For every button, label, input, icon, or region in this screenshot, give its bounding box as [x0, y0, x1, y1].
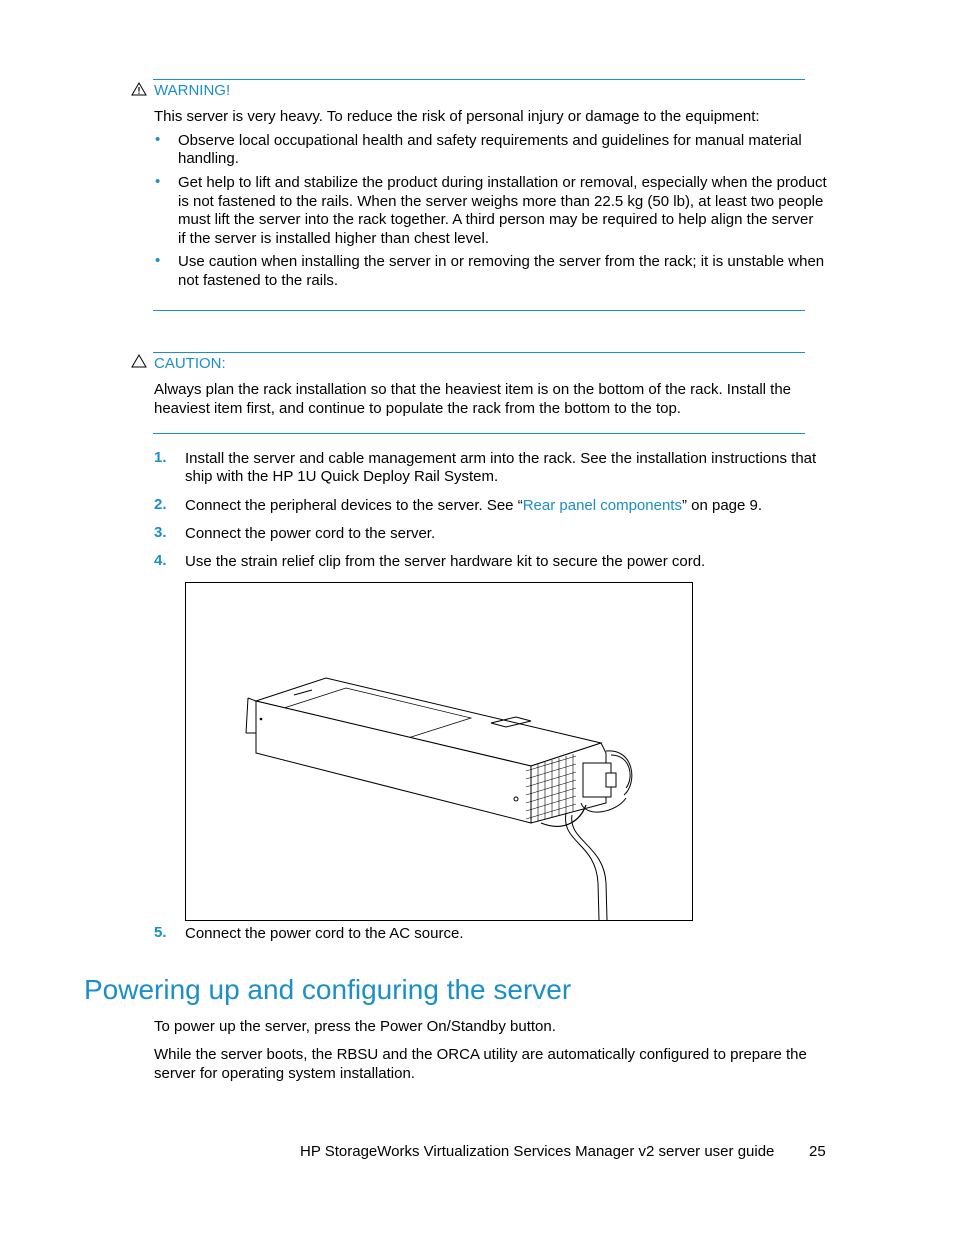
- step-2-post: ” on page 9.: [681, 497, 763, 514]
- warning-label: WARNING!: [154, 82, 231, 99]
- warning-bullet-2-line-1: Get help to lift and stabilize the product during installation or removal, especially when the product: [178, 174, 827, 191]
- step-2-number: 2.: [154, 496, 167, 513]
- caution-triangle-icon: [131, 354, 147, 368]
- warning-bullet-2-line-2: is not fastened to the rails. When the server weighs more than 22.5 kg (50 lb), at least two people: [178, 193, 824, 210]
- bullet-marker: •: [155, 252, 161, 269]
- caution-line-1: Always plan the rack installation so that the heaviest item is on the bottom of the rack. Install the: [154, 381, 792, 398]
- warning-bottom-rule: [153, 310, 805, 311]
- section-heading: Powering up and configuring the server: [84, 974, 572, 1005]
- step-1-line-2: ship with the HP 1U Quick Deploy Rail System.: [185, 468, 499, 485]
- step-2-pre: Connect the peripheral devices to the server. See “: [185, 497, 523, 514]
- step-1-line-1: Install the server and cable management arm into the rack. See the installation instructions that: [185, 450, 817, 467]
- step-5-text: Connect the power cord to the AC source.: [185, 925, 464, 942]
- rear-panel-components-link[interactable]: Rear panel components: [522, 497, 682, 514]
- section-paragraph-2-line-1: While the server boots, the RBSU and the ORCA utility are automatically configured to prepare the: [154, 1046, 807, 1063]
- footer-guide-title: HP StorageWorks Virtualization Services Manager v2 server user guide: [300, 1143, 775, 1160]
- step-5-number: 5.: [154, 924, 167, 941]
- step-3-number: 3.: [154, 524, 167, 541]
- footer-page-number: 25: [809, 1143, 826, 1160]
- warning-bullet-2-line-3: must lift the server into the rack together. A third person may be required to help align the server: [178, 211, 814, 228]
- step-2-text: [185, 496, 762, 515]
- caution-top-rule: [153, 352, 805, 353]
- step-3-text: Connect the power cord to the server.: [185, 525, 436, 542]
- section-paragraph-1: To power up the server, press the Power On/Standby button.: [154, 1018, 556, 1035]
- warning-intro: This server is very heavy. To reduce the risk of personal injury or damage to the equipment:: [154, 108, 760, 125]
- warning-top-rule: [153, 79, 805, 80]
- power-supply-illustration: [185, 582, 693, 921]
- step-1-number: 1.: [154, 449, 167, 466]
- step-4-number: 4.: [154, 552, 167, 569]
- warning-bullet-2-line-4: if the server is installed higher than chest level.: [178, 230, 489, 247]
- warning-bullet-1-line-1: Observe local occupational health and safety requirements and guidelines for manual material: [178, 132, 802, 149]
- bullet-marker: •: [155, 173, 161, 190]
- warning-bullet-3-line-1: Use caution when installing the server in or removing the server from the rack; it is unstable when: [178, 253, 825, 270]
- warning-bullet-3-line-2: not fastened to the rails.: [178, 272, 339, 289]
- caution-bottom-rule: [153, 433, 805, 434]
- warning-bullet-1-line-2: handling.: [178, 150, 239, 167]
- caution-line-2: heaviest item first, and continue to populate the rack from the bottom to the top.: [154, 400, 681, 417]
- step-4-text: Use the strain relief clip from the server hardware kit to secure the power cord.: [185, 553, 706, 570]
- bullet-marker: •: [155, 131, 161, 148]
- warning-triangle-icon: [131, 82, 147, 96]
- section-paragraph-2-line-2: server for operating system installation.: [154, 1065, 415, 1082]
- caution-label: CAUTION:: [154, 355, 226, 372]
